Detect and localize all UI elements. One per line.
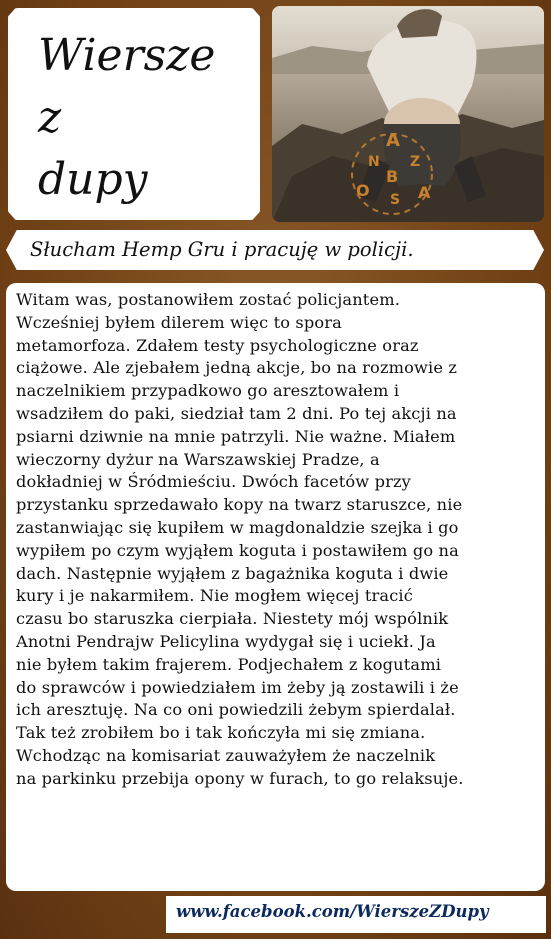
story-line: zastanwiając się kupiłem w magdonaldzie szejka i go xyxy=(16,517,459,537)
logo-letter-7: A xyxy=(418,183,431,202)
story-line: wsadziłem do paki, siedział tam 2 dni. Po tej akcji na xyxy=(16,403,457,423)
subtitle: Słucham Hemp Gru i pracuję w policji. xyxy=(30,238,414,261)
story-line: Wcześniej byłem dilerem więc to spora xyxy=(16,312,342,332)
story-line: nie byłem takim frajerem. Podjechałem z kogutami xyxy=(16,654,442,674)
logo-letter-1: A xyxy=(386,130,400,151)
story-line: Witam was, postanowiłem zostać policjantem. xyxy=(16,290,400,309)
title-line-3: dupy xyxy=(38,154,148,205)
title-line-2: z xyxy=(38,92,62,143)
title-line-1: Wiersze xyxy=(38,30,216,81)
story-line: dach. Następnie wyjąłem z bagażnika koguta i dwie xyxy=(16,563,449,583)
story-line: Wchodząc na komisariat zauważyłem że naczelnik xyxy=(16,745,436,765)
story-line: Tak też zrobiłem bo i tak kończyła mi się zmiana. xyxy=(16,723,426,743)
story-line: kury i je nakarmiłem. Nie mogłem więcej tracić xyxy=(16,586,413,606)
story-line: psiarni dziwnie na mnie patrzyli. Nie ważne. Miałem xyxy=(16,426,456,446)
story-line: Anotni Pendrajw Pelicylina wydygał się i uciekł. Ja xyxy=(16,631,436,651)
header-photo xyxy=(272,6,544,222)
logo-letter-3: Z xyxy=(410,154,421,170)
story-line: do sprawców i powiedziałem im żeby ją zostawili i że xyxy=(16,677,459,697)
photo-illustration xyxy=(272,6,544,222)
logo-letter-4: B xyxy=(386,167,399,186)
facebook-link[interactable]: www.facebook.com/WierszeZDupy xyxy=(176,902,489,921)
story-line: naczelnikiem przypadkowo go aresztowałem i xyxy=(16,381,400,401)
story-line: na parkinku przebija opony w furach, to go relaksuje. xyxy=(16,768,464,788)
logo-letter-6: S xyxy=(390,192,401,208)
story-line: dokładniej w Śródmieściu. Dwóch facetów przy xyxy=(16,472,411,492)
logo-letter-2: N xyxy=(368,154,380,170)
story-line: przystanku sprzedawało kopy na twarz staruszce, nie xyxy=(16,495,463,515)
story-line: wieczorny dyżur na Warszawskiej Pradze, a xyxy=(16,449,380,469)
story-line: czasu bo staruszka cierpiała. Niestety mój wspólnik xyxy=(16,609,449,629)
story-line: wypiłem po czym wyjąłem koguta i postawiłem go na xyxy=(16,540,459,560)
story-line: ciążowe. Ale zjebałem jedną akcje, bo na rozmowie z xyxy=(16,358,458,378)
story-text xyxy=(16,289,546,791)
logo-letter-5: O xyxy=(356,181,370,200)
story-line: ich aresztuję. Na co oni powiedzili żebym spierdalał. xyxy=(16,700,456,720)
story-line: metamorfoza. Zdałem testy psychologiczne oraz xyxy=(16,335,419,355)
